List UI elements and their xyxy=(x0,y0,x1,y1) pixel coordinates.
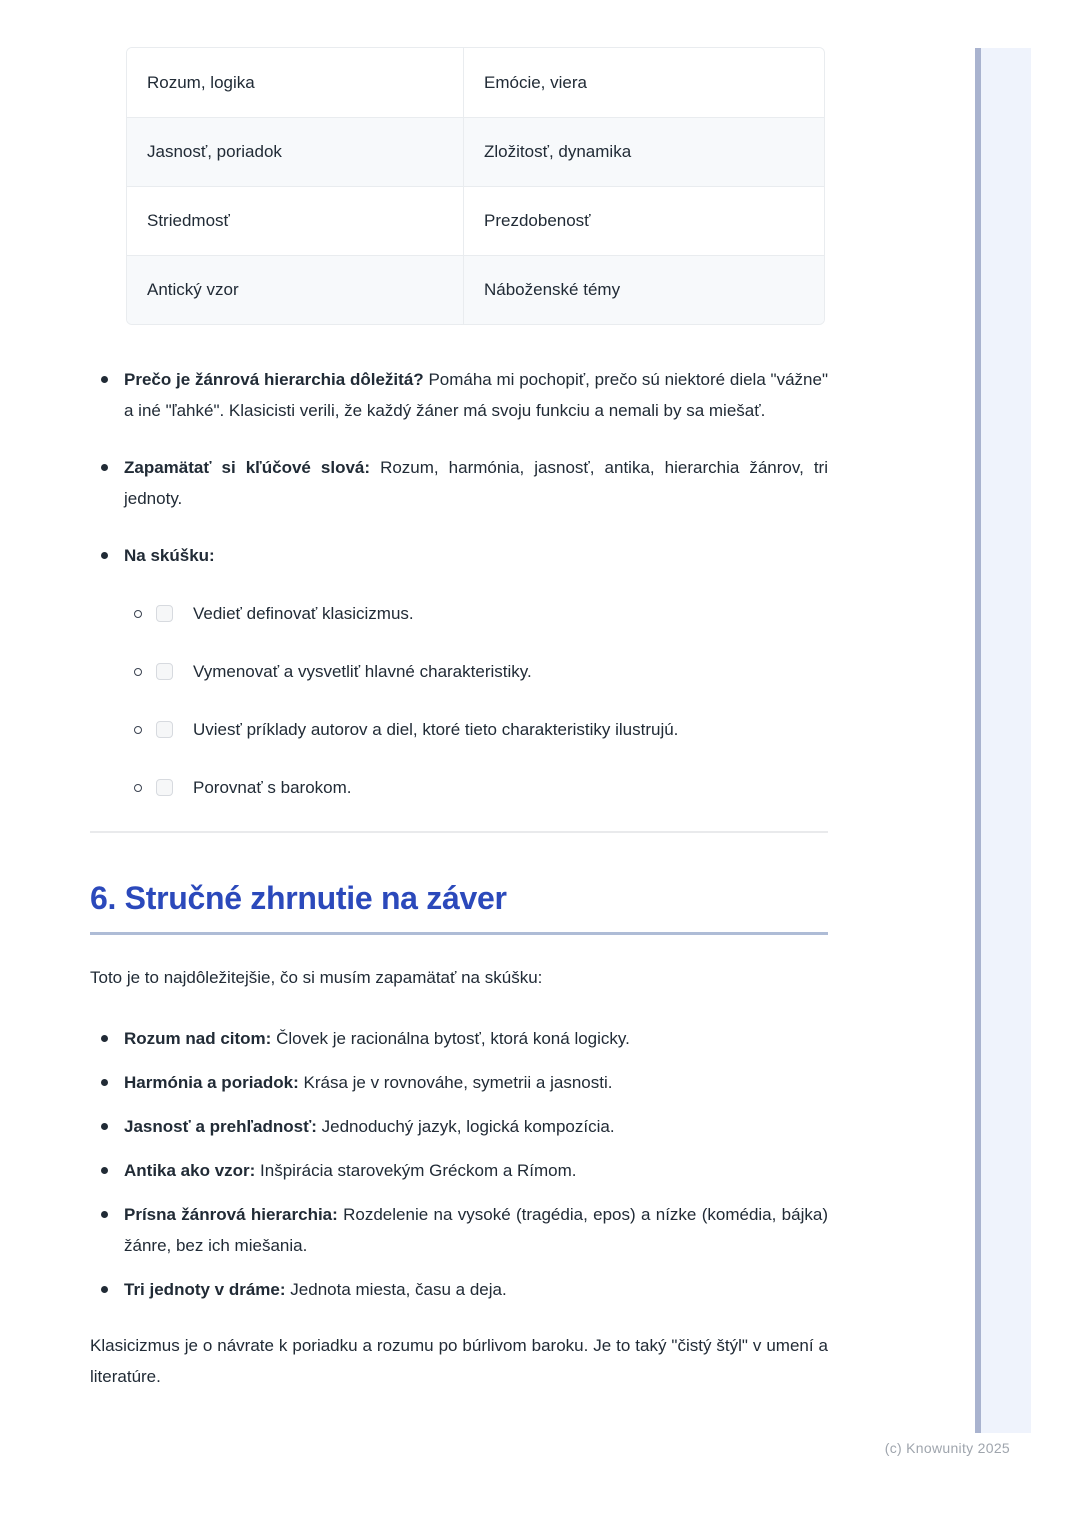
notes-list xyxy=(90,364,828,571)
summary-lead: Prísna žánrová hierarchia: xyxy=(124,1205,338,1224)
note-item xyxy=(90,364,828,426)
circle-bullet-icon xyxy=(134,668,142,676)
checklist-label: Vedieť definovať klasicizmus. xyxy=(193,604,414,623)
checklist-label: Vymenovať a vysvetliť hlavné charakteristiky. xyxy=(193,662,532,681)
summary-text: Jednota miesta, času a deja. xyxy=(290,1280,507,1299)
bullet-icon xyxy=(101,1167,108,1174)
closing-paragraph: Klasicizmus je o návrate k poriadku a rozumu po búrlivom baroku. Je to taký "čistý štýl" v umení a literatúre. xyxy=(90,1336,828,1386)
table-cell xyxy=(464,256,824,324)
circle-bullet-icon xyxy=(134,610,142,618)
note-text: Rozum, harmónia, jasnosť, antika, hierarchia žánrov, tri jednoty. xyxy=(124,458,828,508)
summary-text: Jednoduchý jazyk, logická kompozícia. xyxy=(321,1117,615,1136)
checkbox[interactable] xyxy=(156,663,173,680)
table-cell xyxy=(464,187,824,255)
bullet-icon xyxy=(101,1123,108,1130)
checklist-label: Porovnať s barokom. xyxy=(193,778,352,797)
section-divider xyxy=(90,831,828,833)
section-heading: 6. Stručné zhrnutie na záver xyxy=(90,879,828,935)
checkbox[interactable] xyxy=(156,605,173,622)
checkbox[interactable] xyxy=(156,779,173,796)
checklist-item xyxy=(90,598,828,629)
table-cell-text: Striedmosť xyxy=(147,211,230,230)
bullet-icon xyxy=(101,1211,108,1218)
document-page xyxy=(90,47,828,1392)
summary-item xyxy=(90,1199,828,1261)
checkbox[interactable] xyxy=(156,721,173,738)
bullet-icon xyxy=(101,1286,108,1293)
table-row xyxy=(127,186,824,255)
table-cell-text: Emócie, viera xyxy=(484,72,587,92)
circle-bullet-icon xyxy=(134,726,142,734)
table-cell xyxy=(127,187,464,255)
note-lead: Prečo je žánrová hierarchia dôležitá? xyxy=(124,370,424,389)
circle-bullet-icon xyxy=(134,784,142,792)
bullet-icon xyxy=(101,1035,108,1042)
checklist-item xyxy=(90,656,828,687)
exam-checklist xyxy=(90,598,828,803)
bullet-icon xyxy=(101,552,108,559)
checklist-item xyxy=(90,714,828,745)
table-cell xyxy=(464,48,824,117)
note-lead: Zapamätať si kľúčové slová: xyxy=(124,458,371,477)
summary-item xyxy=(90,1274,828,1305)
summary-text: Človek je racionálna bytosť, ktorá koná logicky. xyxy=(276,1029,630,1048)
summary-item xyxy=(90,1067,828,1098)
table-cell-text: Prezdobenosť xyxy=(484,211,591,230)
bullet-icon xyxy=(101,376,108,383)
summary-lead: Harmónia a poriadok: xyxy=(124,1073,299,1092)
summary-lead: Tri jednoty v dráme: xyxy=(124,1280,286,1299)
table-cell xyxy=(127,118,464,186)
table-cell-text: Jasnosť, poriadok xyxy=(147,142,282,161)
checklist-item xyxy=(90,772,828,803)
summary-list xyxy=(90,1023,828,1305)
summary-item xyxy=(90,1023,828,1054)
table-row xyxy=(127,255,824,324)
summary-text: Rozdelenie na vysoké (tragédia, epos) a nízke (komédia, bájka) žánre, bez ich miešania. xyxy=(124,1205,828,1255)
summary-item xyxy=(90,1155,828,1186)
summary-text: Inšpirácia starovekým Gréckom a Rímom. xyxy=(260,1161,577,1180)
next-page-preview-panel xyxy=(981,48,1031,1433)
table-row xyxy=(127,117,824,186)
note-item xyxy=(90,452,828,514)
checklist-label: Uviesť príklady autorov a diel, ktoré tieto charakteristiky ilustrujú. xyxy=(193,720,679,739)
comparison-table xyxy=(126,47,825,325)
table-cell-text: Rozum, logika xyxy=(147,72,255,92)
table-cell xyxy=(464,118,824,186)
summary-lead: Antika ako vzor: xyxy=(124,1161,256,1180)
note-item xyxy=(90,540,828,571)
bullet-icon xyxy=(101,1079,108,1086)
table-cell-text: Zložitosť, dynamika xyxy=(484,142,632,161)
section-intro: Toto je to najdôležitejšie, čo si musím zapamätať na skúšku: xyxy=(90,968,543,987)
summary-item xyxy=(90,1111,828,1142)
copyright-footer: (c) Knowunity 2025 xyxy=(884,1440,1010,1456)
table-cell xyxy=(127,256,464,324)
table-cell xyxy=(127,48,464,117)
note-lead: Na skúšku: xyxy=(124,546,215,565)
table-cell-text: Antický vzor xyxy=(147,280,239,299)
note-text: Pomáha mi pochopiť, prečo sú niektoré diela "vážne" a iné "ľahké". Klasicisti verili, že každý žáner má svoju funkciu a nemali by sa miešať. xyxy=(124,370,828,420)
summary-lead: Rozum nad citom: xyxy=(124,1029,272,1048)
table-row xyxy=(127,48,824,117)
summary-text: Krása je v rovnováhe, symetrii a jasnosti. xyxy=(303,1073,613,1092)
bullet-icon xyxy=(101,464,108,471)
summary-lead: Jasnosť a prehľadnosť: xyxy=(124,1117,317,1136)
table-cell-text: Náboženské témy xyxy=(484,280,621,299)
